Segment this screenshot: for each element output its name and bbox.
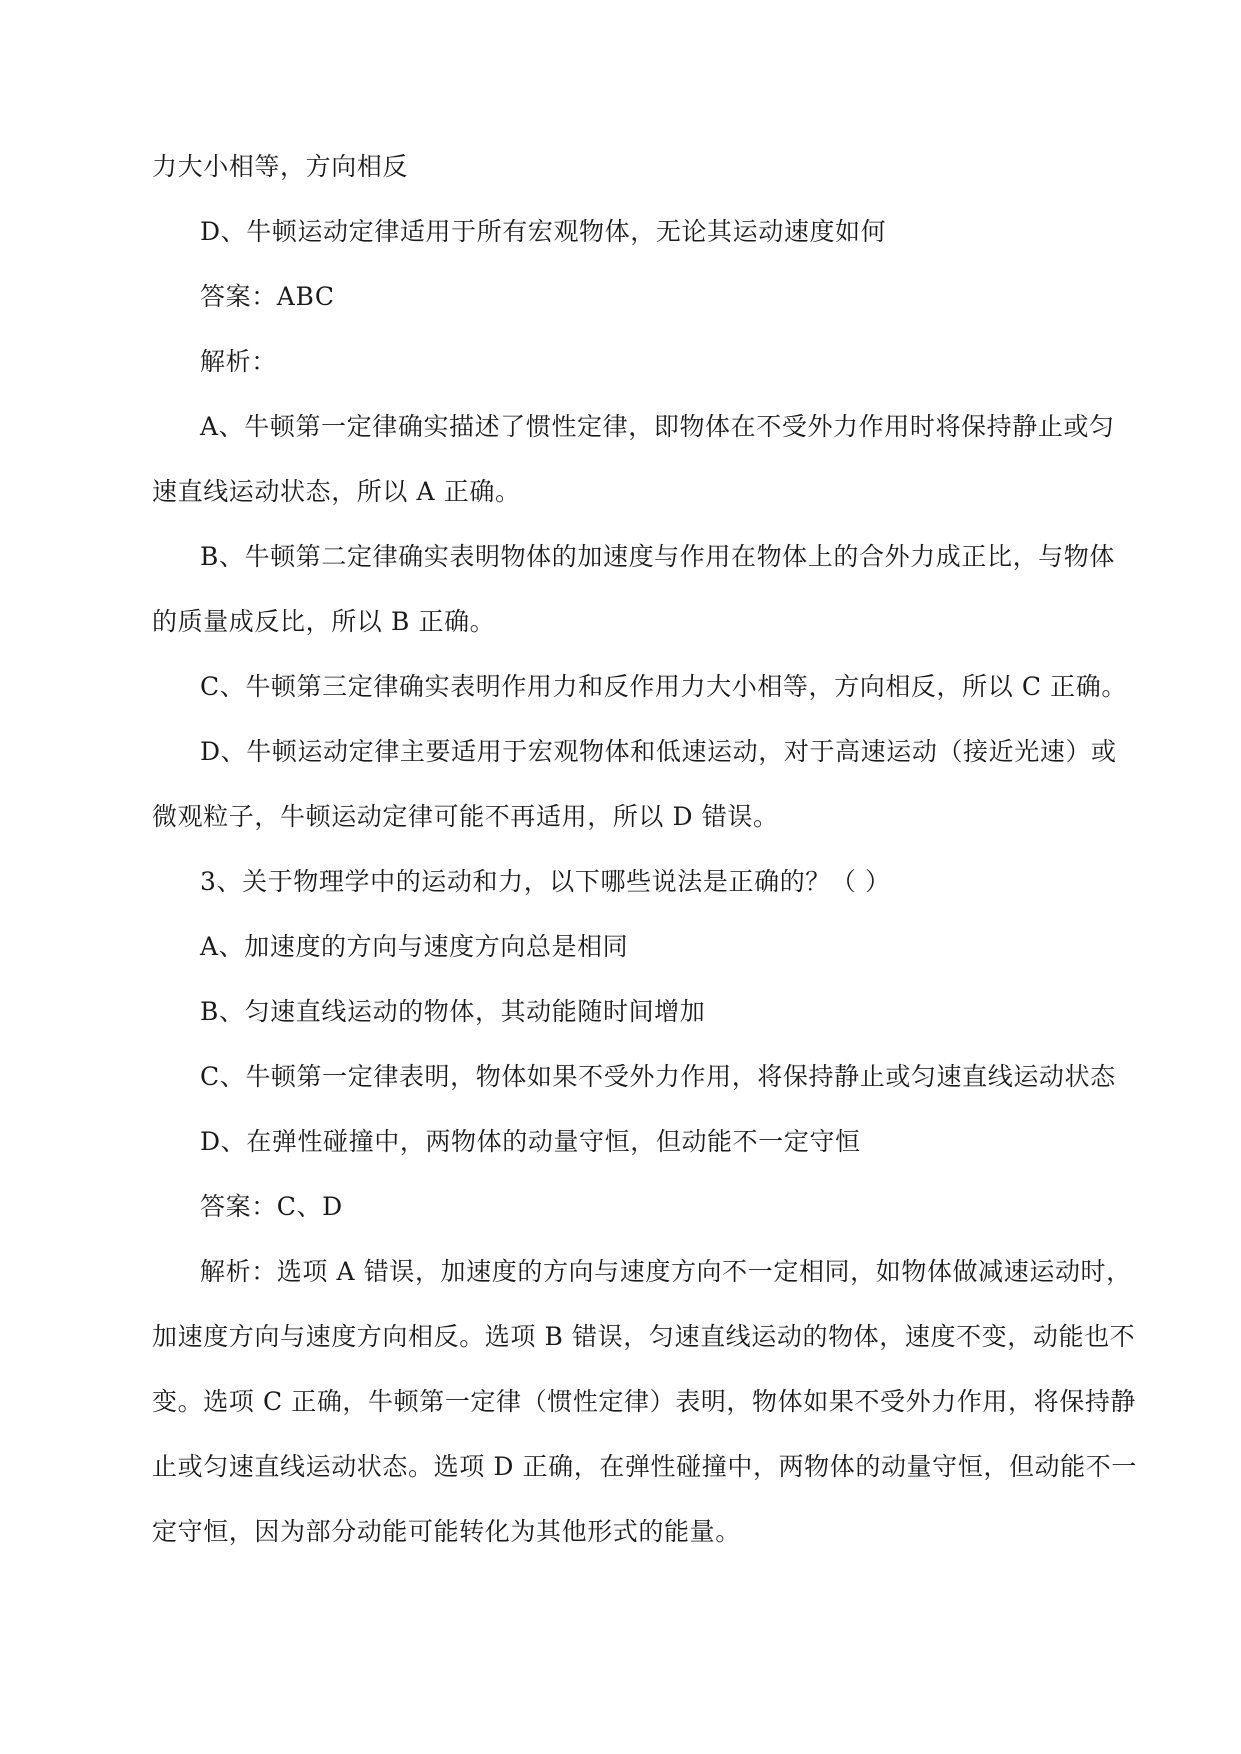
- text-line: A、牛顿第一定律确实描述了惯性定律，即物体在不受外力作用时将保持静止或匀: [200, 412, 1115, 441]
- text-line: 解析：选项 A 错误，加速度的方向与速度方向不一定相同，如物体做减速运动时，: [200, 1257, 1132, 1286]
- text-line: 定守恒，因为部分动能可能转化为其他形式的能量。: [152, 1517, 741, 1546]
- text-line: B、牛顿第二定律确实表明物体的加速度与作用在物体上的合外力成正比，与物体: [200, 542, 1115, 571]
- text-line: D、牛顿运动定律主要适用于宏观物体和低速运动，对于高速运动（接近光速）或: [200, 737, 1117, 766]
- text-line: 变。选项 C 正确，牛顿第一定律（惯性定律）表明，物体如果不受外力作用，将保持静: [152, 1387, 1137, 1416]
- text-line: 止或匀速直线运动状态。选项 D 正确，在弹性碰撞中，两物体的动量守恒，但动能不一: [152, 1452, 1137, 1481]
- text-line: D、牛顿运动定律适用于所有宏观物体，无论其运动速度如何: [200, 217, 887, 246]
- text-line: 加速度方向与速度方向相反。选项 B 错误，匀速直线运动的物体，速度不变，动能也不: [152, 1322, 1136, 1351]
- option-a: A、加速度的方向与速度方向总是相同: [200, 932, 629, 961]
- text-line: 微观粒子，牛顿运动定律可能不再适用，所以 D 错误。: [152, 802, 779, 831]
- text-line: 答案：ABC: [200, 282, 335, 311]
- text-line: 的质量成反比，所以 B 正确。: [152, 607, 496, 636]
- option-d: D、在弹性碰撞中，两物体的动量守恒，但动能不一定守恒: [200, 1127, 861, 1156]
- text-line: 速直线运动状态，所以 A 正确。: [152, 477, 521, 506]
- question-heading: 3、关于物理学中的运动和力，以下哪些说法是正确的？（ ）: [200, 867, 891, 896]
- text-line: 力大小相等，方向相反: [152, 152, 409, 181]
- text-line: C、牛顿第三定律确实表明作用力和反作用力大小相等，方向相反，所以 C 正确。: [200, 672, 1127, 701]
- option-b: B、匀速直线运动的物体，其动能随时间增加: [200, 997, 706, 1026]
- answer-line: 答案：C、D: [200, 1192, 343, 1221]
- option-c: C、牛顿第一定律表明，物体如果不受外力作用，将保持静止或匀速直线运动状态: [200, 1062, 1116, 1091]
- text-line: 解析：: [200, 347, 277, 376]
